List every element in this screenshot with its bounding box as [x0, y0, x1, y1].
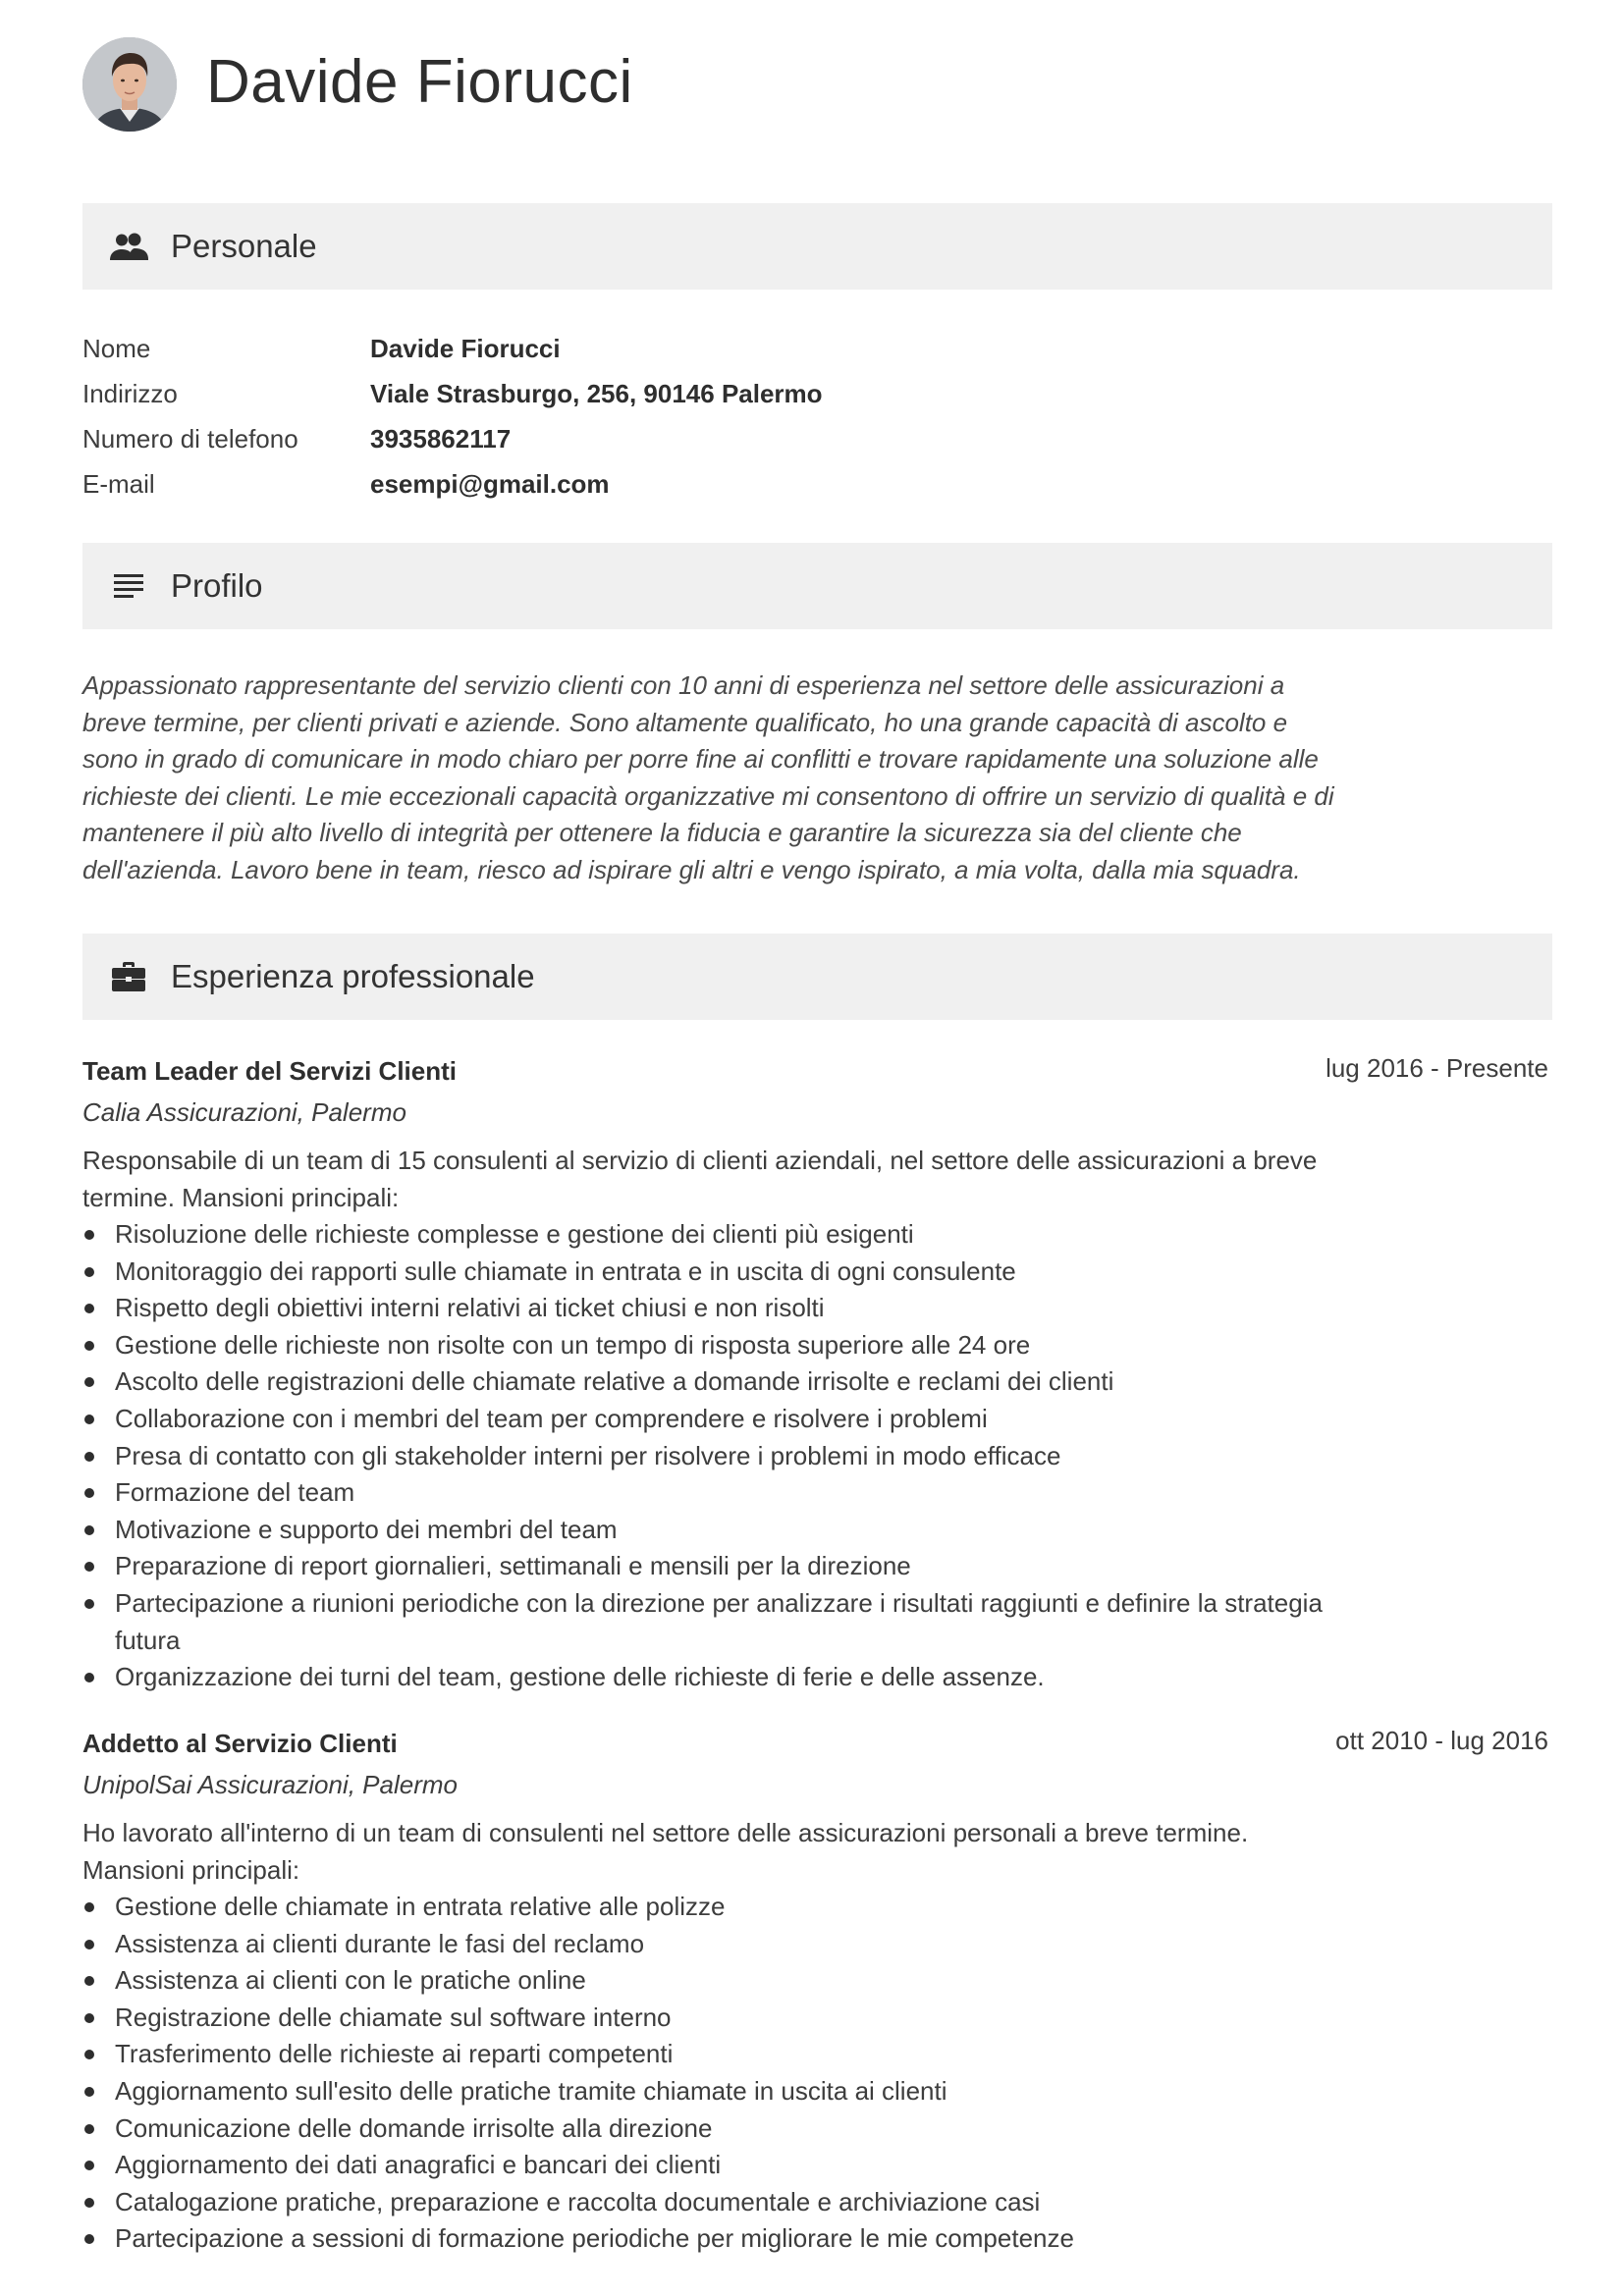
duty-text: Assistenza ai clienti durante le fasi del reclamo: [115, 1928, 645, 1958]
personal-value: esempi@gmail.com: [370, 469, 610, 499]
duty-text: Monitoraggio dei rapporti sulle chiamate in entrata e in uscita di ogni consulente: [115, 1255, 1016, 1286]
profile-line: mantenere il più alto livello di integrità per ottenere la fiducia e garantire la sicurezza sia del cliente che: [82, 818, 1242, 847]
section-title-personal: Personale: [171, 228, 317, 264]
duty-text: Aggiornamento dei dati anagrafici e bancari dei clienti: [115, 2150, 722, 2180]
people-icon: [106, 229, 151, 264]
duty-text: Formazione del team: [115, 1477, 355, 1508]
personal-label: E-mail: [82, 469, 155, 499]
job-duties-list: [82, 1889, 1359, 2258]
duty-text: Registrazione delle chiamate sul software interno: [115, 2002, 672, 2032]
list-item: [82, 1585, 1359, 1659]
section-personal: [82, 203, 1552, 290]
job-description-line: termine. Mansioni principali:: [82, 1182, 400, 1212]
list-item: [82, 1889, 1359, 1926]
profile-line: Appassionato rappresentante del servizio clienti con 10 anni di esperienza nel settore delle assicurazioni a: [82, 670, 1285, 700]
personal-label: Indirizzo: [82, 379, 178, 408]
personal-value: Viale Strasburgo, 256, 90146 Palermo: [370, 379, 823, 408]
job-title: Addetto al Servizio Clienti: [82, 1729, 398, 1758]
section-profile: [82, 543, 1552, 629]
job-description-line: Responsabile di un team di 15 consulenti al servizio di clienti aziendali, nel settore delle assicurazioni a breve: [82, 1146, 1318, 1175]
resume-header: [82, 0, 1552, 165]
section-experience: [82, 934, 1552, 1020]
profile-line: sono in grado di comunicare in modo chiaro per porre fine ai conflitti e trovare rapidamente una soluzione alle: [82, 744, 1319, 774]
bullet-icon: [84, 1452, 94, 1462]
list-item: [82, 2073, 1359, 2110]
duty-text: Organizzazione dei turni del team, gestione delle richieste di ferie e delle assenze.: [115, 1662, 1045, 1692]
job-title: Team Leader del Servizi Clienti: [82, 1056, 457, 1086]
job-duties-list: [82, 1216, 1359, 1696]
personal-value: Davide Fiorucci: [370, 334, 561, 363]
personal-value: 3935862117: [370, 424, 512, 454]
duty-text: Motivazione e supporto dei membri del team: [115, 1514, 618, 1544]
duty-text: Partecipazione a riunioni periodiche con la direzione per analizzare i risultati raggiunti e definire la strategia futura: [115, 1587, 1323, 1655]
list-item: [82, 1659, 1359, 1696]
list-item: [82, 1438, 1359, 1475]
list-item: [82, 2036, 1359, 2073]
job-company: UnipolSai Assicurazioni, Palermo: [82, 1770, 458, 1799]
page-title: Davide Fiorucci: [206, 48, 633, 116]
duty-text: Partecipazione a sessioni di formazione periodiche per migliorare le mie competenze: [115, 2223, 1074, 2254]
list-item: [82, 1254, 1359, 1291]
resume-page: [82, 0, 1552, 2254]
list-item: [82, 2000, 1359, 2037]
bullet-icon: [84, 1562, 94, 1572]
bullet-icon: [84, 1976, 94, 1986]
list-item: [82, 2220, 1359, 2258]
job-date: ott 2010 - lug 2016: [1335, 1726, 1548, 1755]
bullet-icon: [84, 1230, 94, 1240]
duty-text: Gestione delle chiamate in entrata relative alle polizze: [115, 1892, 726, 1921]
section-title-experience: Esperienza professionale: [171, 958, 535, 994]
bullet-icon: [84, 1599, 94, 1609]
job-description-line: Ho lavorato all'interno di un team di consulenti nel settore delle assicurazioni personali a breve termine.: [82, 1818, 1249, 1847]
bullet-icon: [84, 1304, 94, 1313]
bullet-icon: [84, 2161, 94, 2170]
job-description: [82, 1143, 1349, 1216]
bullet-icon: [84, 1341, 94, 1351]
bullet-icon: [84, 2050, 94, 2059]
duty-text: Preparazione di report giornalieri, settimanali e mensili per la direzione: [115, 1551, 911, 1581]
duty-text: Gestione delle richieste non risolte con un tempo di risposta superiore alle 24 ore: [115, 1329, 1031, 1360]
list-item: [82, 1926, 1359, 1963]
bullet-icon: [84, 1415, 94, 1424]
bullet-icon: [84, 1902, 94, 1912]
job-description-line: Mansioni principali:: [82, 1854, 300, 1885]
list-item: [82, 2147, 1359, 2184]
list-item: [82, 1363, 1359, 1401]
duty-text: Risoluzione delle richieste complesse e gestione dei clienti più esigenti: [115, 1219, 914, 1249]
list-item: [82, 1327, 1359, 1364]
avatar: [82, 37, 177, 132]
job-description: [82, 1815, 1349, 1889]
list-item: [82, 2110, 1359, 2148]
duty-text: Catalogazione pratiche, preparazione e raccolta documentale e archiviazione casi: [115, 2186, 1041, 2216]
bullet-icon: [84, 2013, 94, 2023]
duty-text: Trasferimento delle richieste ai reparti competenti: [115, 2039, 674, 2069]
profile-line: dell'azienda. Lavoro bene in team, riesco ad ispirare gli altri e vengo ispirato, a mia volta, dalla mia squadra.: [82, 854, 1301, 884]
personal-label: Nome: [82, 334, 151, 363]
bullet-icon: [84, 1267, 94, 1277]
bullet-icon: [84, 1377, 94, 1387]
bullet-icon: [84, 1673, 94, 1682]
bullet-icon: [84, 2198, 94, 2208]
duty-text: Ascolto delle registrazioni delle chiamate relative a domande irrisolte e reclami dei clienti: [115, 1366, 1114, 1397]
duty-text: Rispetto degli obiettivi interni relativi ai ticket chiusi e non risolti: [115, 1293, 825, 1323]
duty-text: Collaborazione con i membri del team per comprendere e risolvere i problemi: [115, 1403, 988, 1433]
personal-label: Numero di telefono: [82, 424, 298, 454]
list-item: [82, 1401, 1359, 1438]
profile-line: breve termine, per clienti privati e aziende. Sono altamente qualificato, ho una grande capacità di ascolto e: [82, 707, 1288, 737]
duty-text: Aggiornamento sull'esito delle pratiche tramite chiamate in uscita ai clienti: [115, 2075, 947, 2106]
section-title-profile: Profilo: [171, 567, 263, 604]
list-item: [82, 2184, 1359, 2221]
profile-line: richieste dei clienti. Le mie eccezionali capacità organizzative mi consentono di offrire un servizio di qualità e di: [82, 780, 1334, 811]
list-item: [82, 1512, 1359, 1549]
bullet-icon: [84, 2234, 94, 2244]
profile-summary: [82, 667, 1339, 888]
bullet-icon: [84, 1940, 94, 1949]
bullet-icon: [84, 2087, 94, 2097]
briefcase-icon: [106, 959, 151, 994]
bullet-icon: [84, 1525, 94, 1535]
duty-text: Comunicazione delle domande irrisolte alla direzione: [115, 2112, 713, 2143]
job-date: lug 2016 - Presente: [1325, 1053, 1548, 1083]
list-item: [82, 1962, 1359, 2000]
list-item: [82, 1548, 1359, 1585]
bullet-icon: [84, 1488, 94, 1498]
list-item: [82, 1474, 1359, 1512]
duty-text: Presa di contatto con gli stakeholder interni per risolvere i problemi in modo efficace: [115, 1440, 1061, 1470]
bullet-icon: [84, 2124, 94, 2134]
profile-photo: [82, 37, 177, 132]
text-lines-icon: [106, 568, 151, 604]
list-item: [82, 1290, 1359, 1327]
duty-text: Assistenza ai clienti con le pratiche online: [115, 1965, 586, 1996]
list-item: [82, 1216, 1359, 1254]
job-company: Calia Assicurazioni, Palermo: [82, 1097, 406, 1127]
